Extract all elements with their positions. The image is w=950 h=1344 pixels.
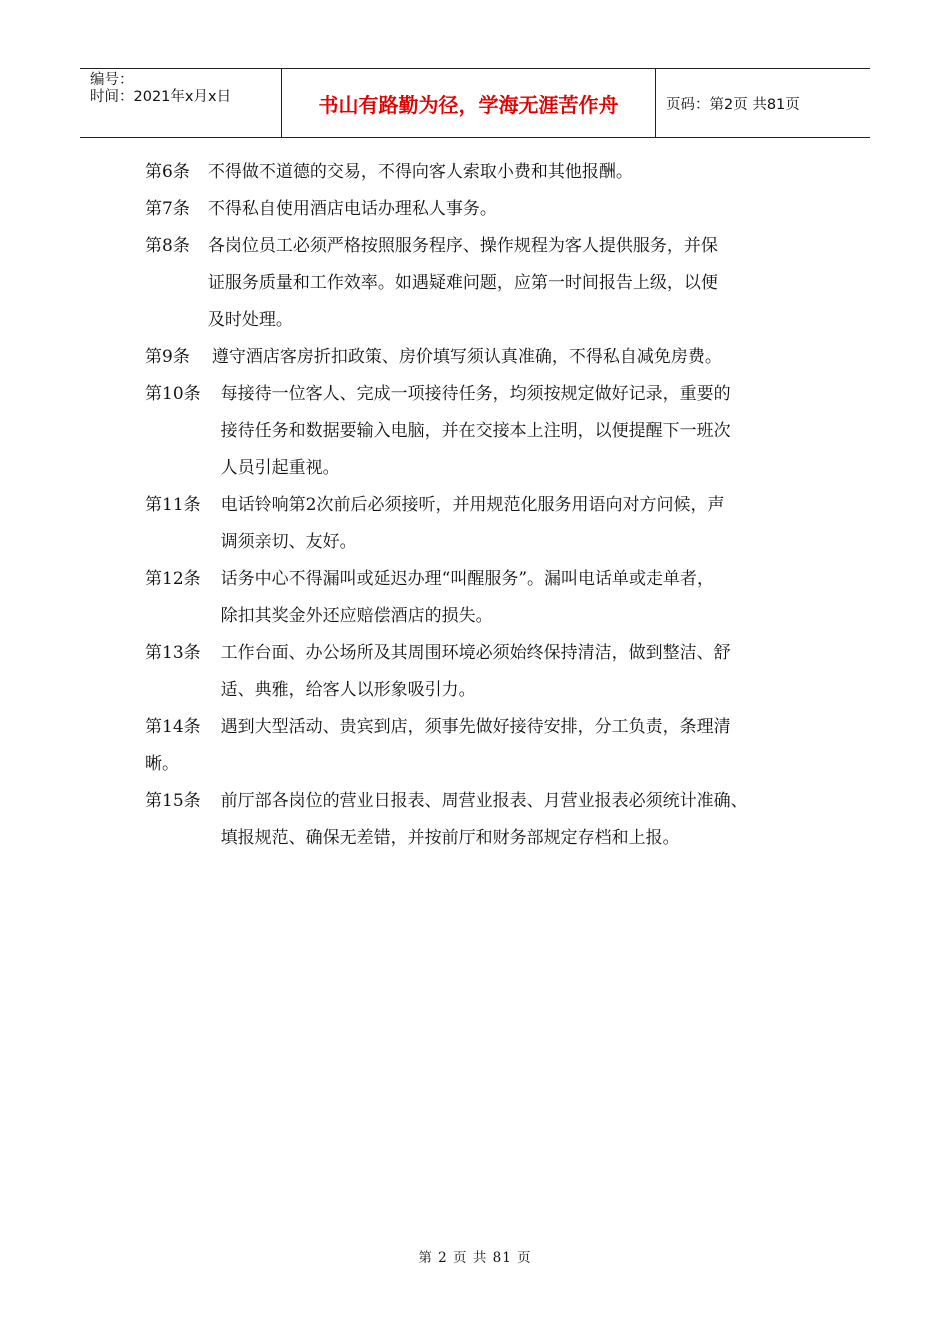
article-line: 除扣其奖金外还应赔偿酒店的损失。 xyxy=(220,606,493,626)
article-line: 填报规范、确保无差错，并按前厅和财务部规定存档和上报。 xyxy=(220,828,680,848)
article-text xyxy=(221,376,731,487)
article-text xyxy=(221,635,731,709)
page-header xyxy=(80,68,870,138)
article-line: 工作台面、办公场所及其周围环境必须始终保持清洁，做到整洁、舒 xyxy=(220,643,731,663)
article-line: 电话铃响第2次前后必须接听，并用规范化服务用语向对方问候，声 xyxy=(220,495,725,515)
article-line: 各岗位员工必须严格按照服务程序、操作规程为客人提供服务，并保 xyxy=(207,236,718,256)
article-line: 遇到大型活动、贵宾到店，须事先做好接待安排，分工负责，条理清 xyxy=(220,717,731,737)
article-9 xyxy=(145,339,845,376)
article-number: 第12条 xyxy=(145,569,201,589)
article-line: 适、典雅，给客人以形象吸引力。 xyxy=(220,680,476,700)
article-line: 前厅部各岗位的营业日报表、周营业报表、月营业报表必须统计准确、 xyxy=(220,791,748,811)
article-15 xyxy=(145,783,845,857)
article-line: 话务中心不得漏叫或延迟办理“叫醒服务”。漏叫电话单或走单者， xyxy=(220,569,715,589)
article-number: 第13条 xyxy=(145,643,201,663)
article-13 xyxy=(145,635,845,709)
article-text xyxy=(221,783,748,857)
header-page-number: 页码：第2页 共81页 xyxy=(666,96,800,113)
article-number: 第6条 xyxy=(145,162,190,182)
article-number: 第15条 xyxy=(145,791,201,811)
article-line: 每接待一位客人、完成一项接待任务，均须按规定做好记录，重要的 xyxy=(220,384,731,404)
article-number: 第8条 xyxy=(145,236,190,256)
article-line: 调须亲切、友好。 xyxy=(220,532,357,552)
article-number: 第11条 xyxy=(145,495,201,515)
article-text xyxy=(212,339,722,376)
article-12 xyxy=(145,561,845,635)
article-number: 第14条 xyxy=(145,717,201,737)
header-info xyxy=(80,69,282,137)
article-line: 证服务质量和工作效率。如遇疑难问题，应第一时间报告上级，以便 xyxy=(207,273,718,293)
article-text xyxy=(221,561,714,635)
article-line: 接待任务和数据要输入电脑，并在交接本上注明，以便提醒下一班次 xyxy=(220,421,731,441)
article-line: 不得做不道德的交易，不得向客人索取小费和其他报酬。 xyxy=(207,162,633,182)
article-7 xyxy=(145,191,845,228)
article-14 xyxy=(145,709,845,783)
article-number: 第7条 xyxy=(145,199,190,219)
article-text xyxy=(208,228,718,339)
article-number: 第9条 xyxy=(145,347,190,367)
article-number: 第10条 xyxy=(145,384,201,404)
article-list xyxy=(145,154,845,857)
article-8 xyxy=(145,228,845,339)
article-11 xyxy=(145,487,845,561)
article-line: 不得私自使用酒店电话办理私人事务。 xyxy=(207,199,497,219)
article-10 xyxy=(145,376,845,487)
article-6 xyxy=(145,154,845,191)
page-footer: 第 2 页 共 81 页 xyxy=(418,1250,532,1266)
article-line: 及时处理。 xyxy=(207,310,293,330)
article-text xyxy=(208,154,633,191)
article-line: 晰。 xyxy=(145,754,179,774)
document-time-label: 时间：2021年x月x日 xyxy=(90,89,232,105)
article-text xyxy=(208,191,497,228)
article-line: 人员引起重视。 xyxy=(220,458,340,478)
document-number-label: 编号： xyxy=(90,72,134,88)
header-motto: 书山有路勤为径，学海无涯苦作舟 xyxy=(282,69,656,137)
article-line: 遵守酒店客房折扣政策、房价填写须认真准确，不得私自减免房费。 xyxy=(211,347,722,367)
article-text xyxy=(221,487,725,561)
